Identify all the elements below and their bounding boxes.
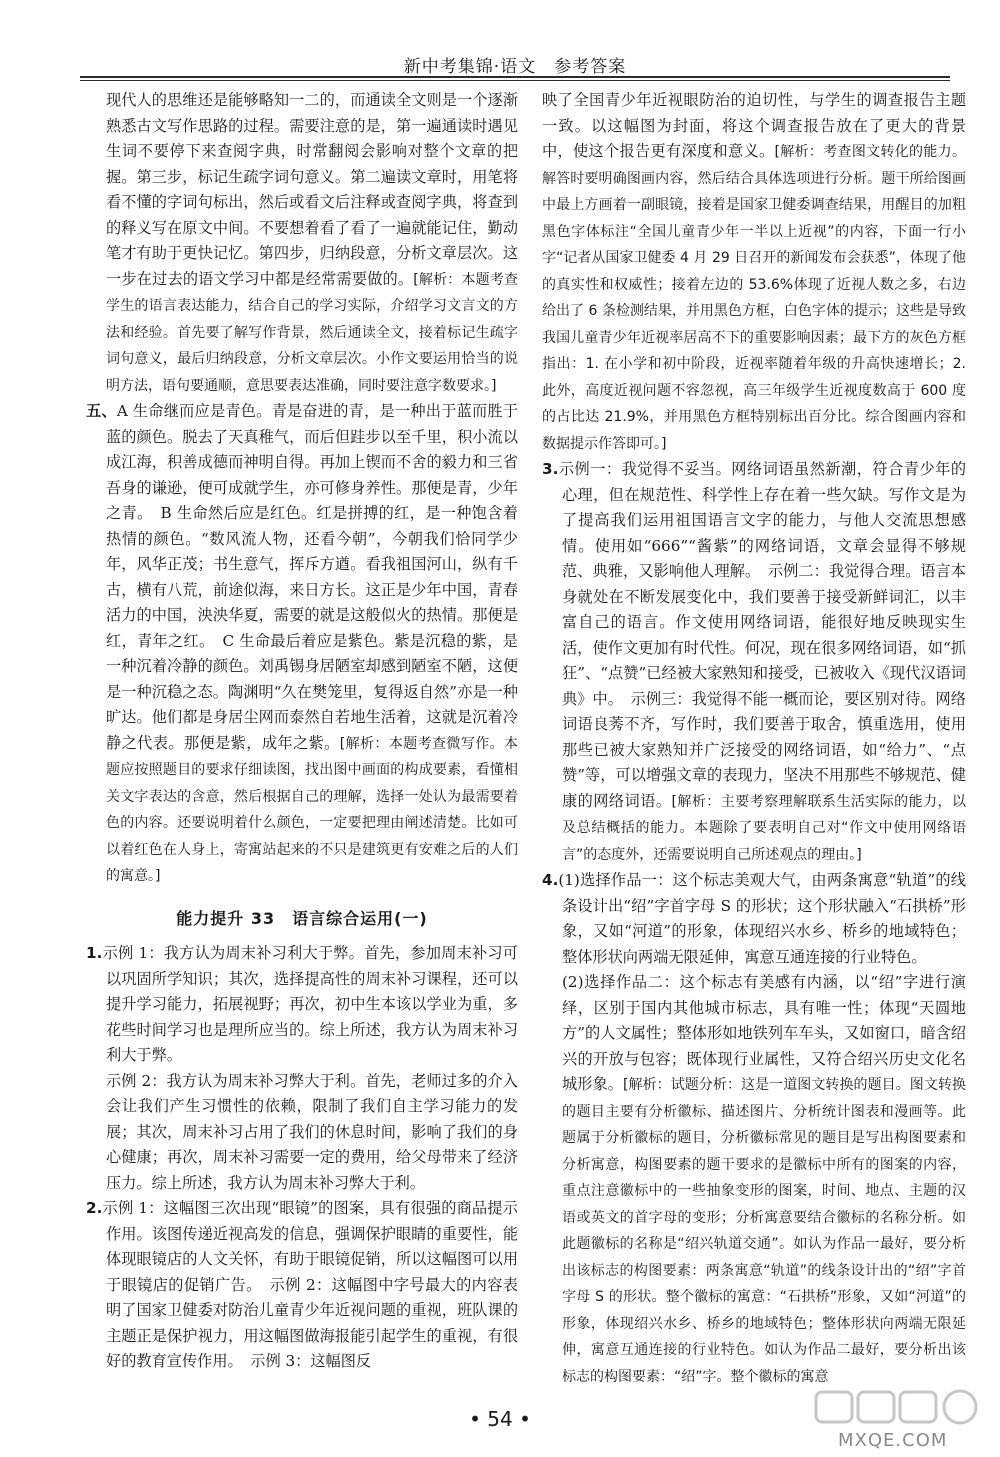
question-3-answer: 示例一：我觉得不妥当。网络词语虽然新潮，符合青少年的心理，但在规范性、科学性上存在着一些欠缺。写作文是为了提高我们运用祖国语言文字的能力，与他人交流思想感情。使用如“666”“酱紫”的网络词语，文章会显得不够规范、典雅，又影响他人理解。 示例二：我觉得合理。语言本身就处在不断发展变化中，我们要善于接受新鲜词汇，以丰富自己的语言。作文使用网络词语，能很好地反映现实生活，使作文更加有时代性。何况，现在很多网络词语，如“抓狂”、“点赞”已经被大家熟知和接受，已被收入《现代汉语词典》中。 示例三：我觉得不能一概而论，要区别对待。网络词语良莠不齐，写作时，我们要善于取舍，慎重选用，使用那些已被大家熟知并广泛接受的网络词语，如“给力”、“点赞”等，可以增强文章的表现力，坚决不用那些不够规范、健康的网络词语。 xyxy=(558,460,966,810)
question-1 xyxy=(86,941,518,1069)
header-divider xyxy=(80,76,950,78)
page-header xyxy=(80,52,950,77)
question-4 xyxy=(542,868,966,970)
question-5-answer: A 生命继而应是青色。青是奋进的青，是一种出于蓝而胜于蓝的颜色。脱去了天真稚气，而后但跬步以至千里，积小流以成江海，积善成德而神明自得。再加上锲而不舍的毅力和三省吾身的谦逊，便可成就学生，亦可修身养性。那便是青，少年之青。 B 生命然后应是红色。红是拼搏的红，是一种饱含着热情的颜色。“数风流人物，还看今朝”，今朝我们恰同学少年，风华正茂；书生意气，挥斥方遒。看我祖国河山，纵有千古，横有八荒，前途似海，来日方长。这正是少年中国，青春活力的中国，泱泱华夏，需要的就是这般似火的热情。那便是红，青年之红。 C 生命最后着应是紫色。紫是沉稳的紫，是一种沉着冷静的颜色。刘禹锡身居陋室却感到陋室不陋，这便是一种沉稳之态。陶渊明“久在樊笼里，复得返自然”亦是一种旷达。他们都是身居尘网而泰然自若地生活着，这就是沉着冷静之代表。那便是紫，成年之紫。 xyxy=(106,402,519,752)
question-1-example-2: 示例 2：我方认为周末补习弊大于利。首先，老师过多的介入会让我们产生习惯性的依赖，限制了我们自主学习能力的发展；其次，周末补习占用了我们的休息时间，影响了我们的身心健康；再次，周末补习需要一定的费用，给父母带来了经济压力。综上所述，我方认为周末补习弊大于利。 xyxy=(106,1071,518,1192)
question-2-number: 2. xyxy=(86,1199,103,1217)
paragraph-intro: 现代人的思维还是能够略知一二的，而通读全文则是一个逐渐熟悉古文写作思路的过程。需要注意的是，第一遍通读时遇见生词不要停下来查阅字典，时常翻阅会影响对整个文章的把握。第三步，标记生疏字词句意义。第二遍读文章时，用笔将看不懂的字词句标出，然后或看文后注释或查阅字典，将查到的释义写在原文中间。不要想着看了看了一遍就能记住，勤动笔才有助于更快记忆。第四步，归纳段意，分析文章层次。这一步在过去的语文学习中都是经常需要做的。[解析：本题考查学生的语言表达能力，结合自己的学习实际，介绍学习文言文的方法和经验。首先要了解写作背景，然后通读全文，接着标记生疏字词句意义，最后归纳段意，分析文章层次。小作文要运用恰当的说明方法，语句要通顺，意思要表达准确，同时要注意字数要求。] xyxy=(106,91,518,394)
question-3 xyxy=(542,457,966,868)
question-1-number: 1. xyxy=(86,944,103,962)
question-2-answer: 示例 1：这幅图三次出现“眼镜”的图案，具有很强的商品提示作用。该图传递近视高发的信息，强调保护眼睛的重要性，能体现眼镜店的人文关怀，有助于眼镜促销，所以这幅图可以用于眼镜店的促销广告。 示例 2：这幅图中字号最大的内容表明了国家卫健委对防治儿童青少年近视问题的重视，班队课的主题正是保护视力，用这幅图做海报能引起学生的重视，有很好的教育宣传作用。 示例 3：这幅图反 xyxy=(102,1199,518,1370)
question-5-number: 五、 xyxy=(86,402,117,420)
intro-analysis-note: [解析：本题考查学生的语言表达能力，结合自己的学习实际，介绍学习文言文的方法和经验。首先要了解写作背景，然后通读全文，接着标记生疏字词句意义，最后归纳段意，分析文章层次。小作文要运用恰当的说明方法，语句要通顺，意思要表达准确，同时要注意字数要求。] xyxy=(106,271,518,394)
question-3-analysis-note: [解析：主要考察理解联系生活实际的能力，以及总结概括的能力。本题除了要表明自己对“作文中使用网络语言”的态度外，还需要说明自己所述观点的理由。] xyxy=(562,793,966,863)
watermark-text: MXQE.COM xyxy=(838,1430,948,1451)
continued-analysis-note: [解析：考查图文转化的能力。解答时要明确图画内容，然后结合具体选项进行分析。题干所给图画中最上方画着一副眼镜，接着是国家卫健委调查结果，用醒目的加粗黑色字体标注“全国儿童青少年一半以上近视”的内容，下面一行小字“记者从国家卫健委 4 月 29 日召开的新闻发布会获悉”，体现了他的真实性和权威性；接着左边的 53.6%体现了近视人数之多，右边给出了 6 条检测结果，并用黑色方框，白色字体的提示；这些是导致我国儿童青少年近视率居高不下的重要影响因素；最下方的灰色方框指出：1. 在小学和初中阶段，近视率随着年级的升高快速增长；2. 此外，高度近视问题不容忽视，高三年级学生近视度数高于 600 度的占比达 21.9%，并用黑色方框特别标出百分比。综合图画内容和数据提示作答即可。] xyxy=(542,144,966,452)
right-column xyxy=(542,88,966,1390)
question-4-part-1: (1)选择作品一：这个标志美观大气，由两条寓意“轨道”的线条设计出“绍”字首字母 S 的形状；这个形状融入“石拱桥”形象，又如“河道”的形象，体现绍兴水乡、桥乡的地域特色；整体形状向两端无限延伸，寓意互通连接的行业特色。 xyxy=(558,871,966,966)
question-2 xyxy=(86,1196,518,1375)
section-title: 能力提升 33 语言综合运用(一) xyxy=(176,908,428,928)
page-number: • 54 • xyxy=(469,1407,531,1431)
question-1-example-1: 示例 1：我方认为周末补习利大于弊。首先，参加周末补习可以巩固所学知识；其次，选择提高性的周末补习课程，还可以提升学习能力，拓展视野；再次，初中生本该以学业为重，多花些时间学习也是理所应当的。综上所述，我方认为周末补习利大于弊。 xyxy=(102,944,518,1064)
question-5 xyxy=(86,399,518,890)
left-column xyxy=(86,88,518,1375)
question-4-number: 4. xyxy=(542,871,559,889)
question-3-number: 3. xyxy=(542,460,559,478)
header-title: 新中考集锦·语文 参考答案 xyxy=(403,57,627,77)
question-4-part-2: (2)选择作品二：这个标志有美感有内涵，以“绍”字进行演绎，区别于国内其他城市标志，具有唯一性；体现“天圆地方”的人文属性；整体形如地铁列车车头，又如窗口，暗含绍兴的开放与包容；既体现行业属性，又符合绍兴历史文化名城形象。[解析：试题分析：这是一道图文转换的题目。图文转换的题目主要有分析徽标、描述图片、分析统计图表和漫画等。此题属于分析徽标的题目，分析徽标常见的题目是写出构图要素和分析寓意，构图要素的题干要求的是徽标中所有的图案的内容，重点注意徽标中的一些抽象变形的图案，时间、地点、主题的汉语或英文的首字母的变形；分析寓意要结合徽标的名称分析。如此题徽标的名称是“绍兴轨道交通”。如认为作品一最好，要分析出该标志的构图要素：两条寓意“轨道”的线条设计出的“绍”字首字母 S 的形状。整个徽标的寓意：“石拱桥”形象，又如“河道”的形象，体现绍兴水乡、桥乡的地域特色；整体形状向两端无限延伸，寓意互通连接的行业特色。如认为作品二最好，要分析出该标志的构图要素：“绍”字。整个徽标的寓意 xyxy=(562,973,967,1385)
question-4-analysis-note: [解析：试题分析：这是一道图文转换的题目。图文转换的题目主要有分析徽标、描述图片、分析统计图表和漫画等。此题属于分析徽标的题目，分析徽标常见的题目是写出构图要素和分析寓意，构图要素的题干要求的是徽标中所有的图案的内容，重点注意徽标中的一些抽象变形的图案，时间、地点、主题的汉语或英文的首字母的变形；分析寓意要结合徽标的名称分析。如此题徽标的名称是“绍兴轨道交通”。如认为作品一最好，要分析出该标志的构图要素：两条寓意“轨道”的线条设计出的“绍”字首字母 S 的形状。整个徽标的寓意：“石拱桥”形象，又如“河道”的形象，体现绍兴水乡、桥乡的地域特色；整体形状向两端无限延伸，寓意互通连接的行业特色。如认为作品二最好，要分析出该标志的构图要素：“绍”字。整个徽标的寓意 xyxy=(562,1077,967,1385)
header-divider-thin xyxy=(80,80,950,81)
paragraph-continued: 映了全国青少年近视眼防治的迫切性，与学生的调查报告主题一致。以这幅图为封面，将这个调查报告放在了更大的背景中，使这个报告更有深度和意义。[解析：考查图文转化的能力。解答时要明确图画内容，然后结合具体选项进行分析。题干所给图画中最上方画着一副眼镜，接着是国家卫健委调查结果，用醒目的加粗黑色字体标注“全国儿童青少年一半以上近视”的内容，下面一行小字“记者从国家卫健委 4 月 29 日召开的新闻发布会获悉”，体现了他的真实性和权威性；接着左边的 53.6%体现了近视人数之多，右边给出了 6 条检测结果，并用黑色方框，白色字体的提示；这些是导致我国儿童青少年近视率居高不下的重要影响因素；最下方的灰色方框指出：1. 在小学和初中阶段，近视率随着年级的升高快速增长；2. 此外，高度近视问题不容忽视，高三年级学生近视度数高于 600 度的占比达 21.9%，并用黑色方框特别标出百分比。综合图画内容和数据提示作答即可。] xyxy=(542,91,966,452)
question-5-analysis-note: [解析：本题考查微写作。本题应按照题目的要求仔细读图，找出图中画面的构成要素，看懂相关文字表达的含意，然后根据自己的理解，选择一处认为最需要着色的内容。还要说明着什么颜色，一定要把理由阐述清楚。比如可以着红色在人身上，寄寓站起来的不只是建筑更有安难之后的人们的寓意。] xyxy=(106,735,519,884)
